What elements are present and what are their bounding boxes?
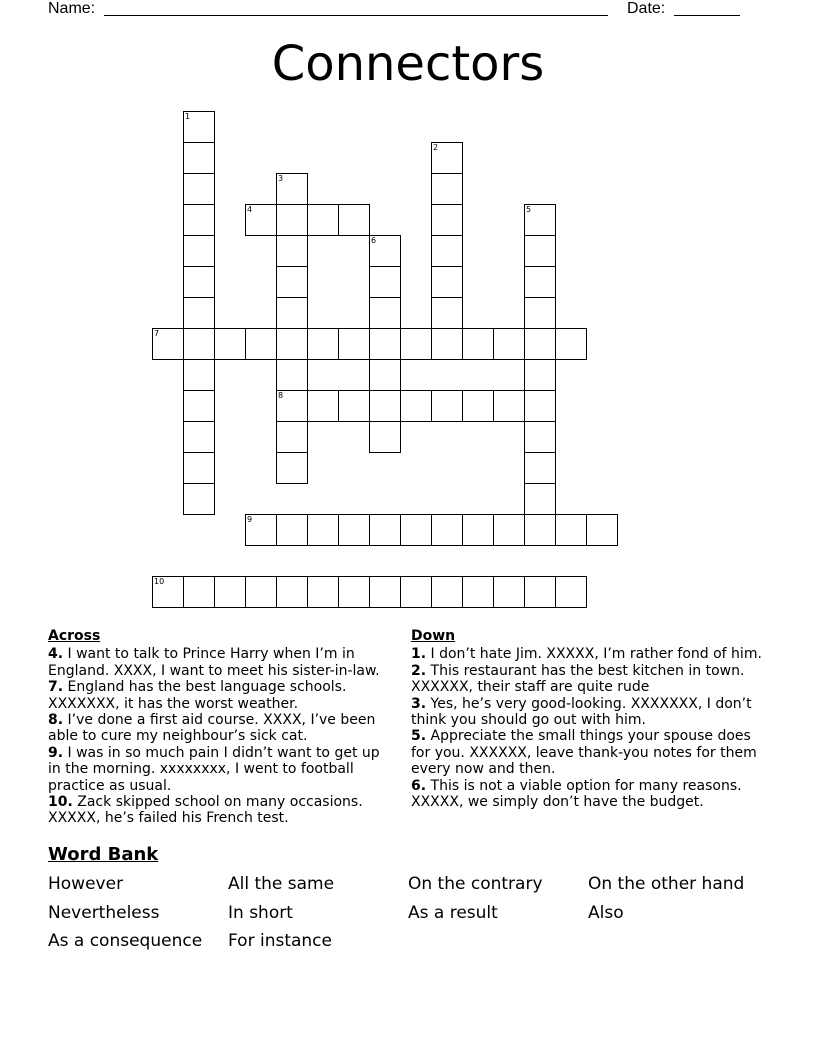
crossword-cell[interactable]	[555, 514, 587, 546]
crossword-cell[interactable]	[431, 142, 463, 174]
crossword-cell[interactable]	[524, 204, 556, 236]
crossword-cell[interactable]	[369, 297, 401, 329]
crossword-cell[interactable]	[524, 359, 556, 391]
word-bank-item: On the contrary	[408, 874, 543, 894]
clue-number: 7	[154, 329, 160, 338]
crossword-cell[interactable]	[183, 359, 215, 391]
crossword-cell[interactable]	[524, 421, 556, 453]
word-bank-item: For instance	[228, 931, 332, 951]
crossword-cell[interactable]	[493, 576, 525, 608]
crossword-cell[interactable]	[183, 111, 215, 143]
crossword-cell[interactable]	[276, 173, 308, 205]
crossword-cell[interactable]	[524, 266, 556, 298]
across-clues	[48, 628, 394, 827]
crossword-cell[interactable]	[276, 204, 308, 236]
crossword-cell[interactable]	[462, 576, 494, 608]
crossword-cell[interactable]	[462, 514, 494, 546]
crossword-cell[interactable]	[183, 266, 215, 298]
crossword-cell[interactable]	[307, 576, 339, 608]
clue-number: 9	[247, 515, 253, 524]
clue-number: 1	[185, 112, 191, 121]
crossword-cell[interactable]	[369, 328, 401, 360]
crossword-cell[interactable]	[214, 576, 246, 608]
clue-item: 4. I want to talk to Prince Harry when I’m in England. XXXX, I want to meet his sister-in-law.	[48, 646, 380, 679]
crossword-cell[interactable]	[400, 328, 432, 360]
crossword-cell[interactable]	[431, 297, 463, 329]
crossword-cell[interactable]	[555, 328, 587, 360]
crossword-cell[interactable]	[493, 390, 525, 422]
clue-item: 10. Zack skipped school on many occasions. XXXXX, he’s failed his French test.	[48, 794, 363, 827]
word-bank-item: Also	[588, 903, 624, 923]
clue-item: 8. I’ve done a first aid course. XXXX, I’ve been able to cure my neighbour’s sick cat.	[48, 712, 376, 745]
crossword-cell[interactable]	[245, 328, 277, 360]
crossword-cell[interactable]	[524, 514, 556, 546]
crossword-cell[interactable]	[276, 266, 308, 298]
crossword-cell[interactable]	[431, 266, 463, 298]
crossword-cell[interactable]	[152, 576, 184, 608]
word-bank-title: Word Bank	[48, 844, 159, 865]
crossword-cell[interactable]	[369, 359, 401, 391]
crossword-cell[interactable]	[555, 576, 587, 608]
clue-number: 8	[278, 391, 284, 400]
word-bank-item: Nevertheless	[48, 903, 160, 923]
word-bank-item: However	[48, 874, 124, 894]
clue-item: 6. This is not a viable option for many reasons. XXXXX, we simply don’t have the budget.	[411, 777, 742, 811]
word-bank-item: As a result	[408, 903, 498, 923]
crossword-cell[interactable]	[524, 483, 556, 515]
crossword-cell[interactable]	[276, 452, 308, 484]
crossword-cell[interactable]	[369, 421, 401, 453]
crossword-cell[interactable]	[431, 328, 463, 360]
crossword-cell[interactable]	[524, 297, 556, 329]
name-label: Name:	[48, 0, 96, 17]
crossword-cell[interactable]	[276, 297, 308, 329]
crossword-cell[interactable]	[183, 173, 215, 205]
crossword-cell[interactable]	[183, 204, 215, 236]
clue-number: 6	[371, 236, 377, 245]
crossword-cell[interactable]	[276, 359, 308, 391]
clue-number: 2	[433, 143, 439, 152]
crossword-cell[interactable]	[462, 328, 494, 360]
clue-item: 3. Yes, he’s very good-looking. XXXXXXX, I don’t think you should go out with him.	[411, 695, 752, 729]
crossword-cell[interactable]	[369, 514, 401, 546]
crossword-cell[interactable]	[493, 514, 525, 546]
clue-item: 5. Appreciate the small things your spouse does for you. XXXXXX, leave thank-you notes for them every now and then.	[411, 728, 757, 778]
crossword-cell[interactable]	[183, 390, 215, 422]
clue-number: 5	[526, 205, 532, 214]
crossword-cell[interactable]	[276, 235, 308, 267]
clue-item: 9. I was in so much pain I didn’t want to get up in the morning. xxxxxxxx, I went to football practice as usual.	[48, 744, 380, 794]
crossword-cell[interactable]	[307, 204, 339, 236]
crossword-cell[interactable]	[369, 390, 401, 422]
crossword-cell[interactable]	[183, 142, 215, 174]
clue-number: 10	[154, 577, 165, 586]
crossword-cell[interactable]	[183, 235, 215, 267]
down-clues	[411, 628, 771, 810]
crossword-cell[interactable]	[586, 514, 618, 546]
word-bank-item: As a consequence	[48, 931, 203, 951]
crossword-cell[interactable]	[183, 576, 215, 608]
crossword-cell[interactable]	[183, 421, 215, 453]
crossword-cell[interactable]	[307, 390, 339, 422]
crossword-cell[interactable]	[338, 514, 370, 546]
crossword-cell[interactable]	[276, 576, 308, 608]
crossword-cell[interactable]	[524, 235, 556, 267]
crossword-cell[interactable]	[338, 390, 370, 422]
clue-number: 3	[278, 174, 284, 183]
crossword-cell[interactable]	[307, 514, 339, 546]
down-heading: Down	[411, 628, 456, 644]
crossword-cell[interactable]	[183, 483, 215, 515]
crossword-cell[interactable]	[276, 421, 308, 453]
crossword-cell[interactable]	[493, 328, 525, 360]
crossword-cell[interactable]	[214, 328, 246, 360]
crossword-cell[interactable]	[524, 576, 556, 608]
clue-item: 7. England has the best language schools. XXXXXXX, it has the worst weather.	[48, 679, 347, 712]
crossword-cell[interactable]	[183, 297, 215, 329]
crossword-cell[interactable]	[276, 328, 308, 360]
clue-item: 2. This restaurant has the best kitchen in town. XXXXXX, their staff are quite rude	[411, 662, 745, 696]
crossword-cell[interactable]	[524, 452, 556, 484]
crossword-cell[interactable]	[245, 514, 277, 546]
crossword-cell[interactable]	[338, 576, 370, 608]
crossword-cell[interactable]	[431, 576, 463, 608]
across-heading: Across	[48, 628, 101, 644]
crossword-cell[interactable]	[400, 514, 432, 546]
word-bank-item: In short	[228, 903, 293, 923]
crossword-cell[interactable]	[524, 328, 556, 360]
date-label: Date:	[627, 0, 666, 17]
crossword-cell[interactable]	[245, 204, 277, 236]
crossword-cell[interactable]	[462, 390, 494, 422]
crossword-cell[interactable]	[369, 576, 401, 608]
crossword-cell[interactable]	[307, 328, 339, 360]
crossword-cell[interactable]	[431, 235, 463, 267]
crossword-cell[interactable]	[276, 514, 308, 546]
crossword-cell[interactable]	[338, 328, 370, 360]
crossword-cell[interactable]	[431, 204, 463, 236]
page-title: Connectors	[271, 36, 545, 92]
crossword-cell[interactable]	[431, 514, 463, 546]
word-bank-item: On the other hand	[588, 874, 745, 894]
crossword-cell[interactable]	[183, 452, 215, 484]
word-bank-item: All the same	[228, 874, 335, 894]
crossword-cell[interactable]	[338, 204, 370, 236]
crossword-cell[interactable]	[152, 328, 184, 360]
crossword-cell[interactable]	[276, 390, 308, 422]
crossword-cell[interactable]	[369, 266, 401, 298]
crossword-cell[interactable]	[183, 328, 215, 360]
crossword-cell[interactable]	[400, 576, 432, 608]
crossword-cell[interactable]	[369, 235, 401, 267]
crossword-cell[interactable]	[245, 576, 277, 608]
crossword-cell[interactable]	[400, 390, 432, 422]
crossword-cell[interactable]	[524, 390, 556, 422]
clue-number: 4	[247, 205, 253, 214]
crossword-cell[interactable]	[431, 173, 463, 205]
crossword-cell[interactable]	[431, 390, 463, 422]
clue-item: 1. I don’t hate Jim. XXXXX, I’m rather fond of him.	[411, 646, 762, 663]
